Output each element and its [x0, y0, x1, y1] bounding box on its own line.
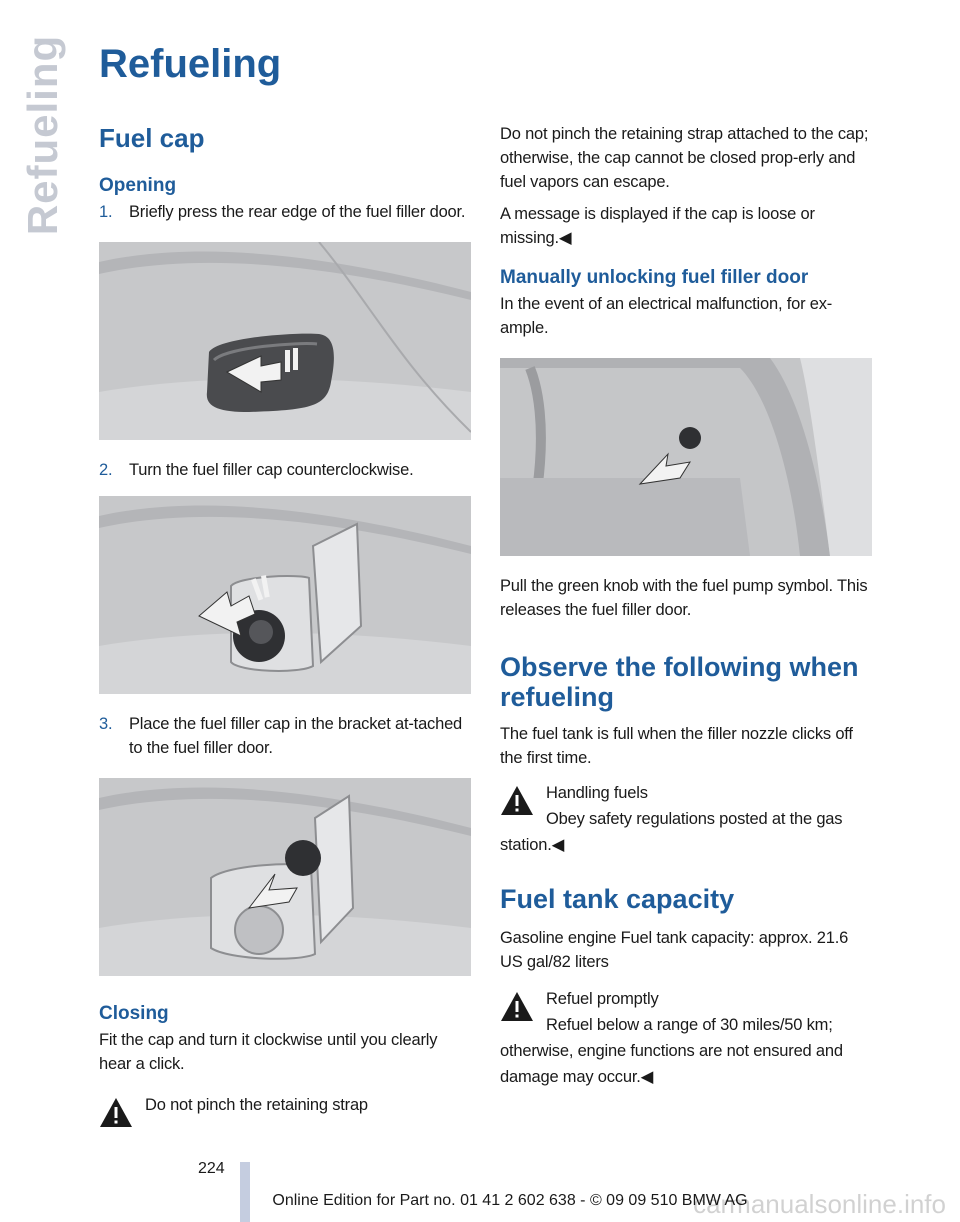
section-title-observe: Observe the following when refueling: [500, 652, 859, 712]
sidebar-chapter-tab: [19, 34, 66, 236]
manual-text: In the event of an electrical malfunction, for ex-ample.: [500, 295, 833, 337]
figure-press-filler-door: [99, 242, 471, 440]
warning-refuel-promptly: [500, 986, 874, 1090]
step-text: Place the fuel filler cap in the bracket at-tached to the fuel filler door.: [129, 715, 463, 757]
right-column: [500, 122, 874, 1090]
message-text: A message is displayed if the cap is loose or missing.◀: [500, 205, 815, 247]
capacity-text: Gasoline engine Fuel tank capacity: approx. 21.6 US gal/82 liters: [500, 929, 849, 971]
closing-text: Fit the cap and turn it clockwise until you clearly hear a click.: [99, 1031, 438, 1073]
left-column: [99, 122, 473, 1144]
step-1: [99, 200, 473, 224]
warning-title: Handling fuels: [546, 784, 648, 802]
footer-edition: Online Edition for Part no. 01 41 2 602 638 - © 09 09 510 BMW AG: [272, 1192, 748, 1209]
warning-title: Refuel promptly: [546, 990, 659, 1008]
section-title-fuel-cap: Fuel cap: [99, 123, 205, 153]
step-number: 3.: [99, 715, 113, 733]
warning-triangle-icon: [500, 784, 534, 818]
pull-knob-text: Pull the green knob with the fuel pump symbol. This releases the fuel filler door.: [500, 577, 868, 619]
step-2: [99, 458, 473, 482]
sidebar-chapter-label: Refueling: [19, 34, 66, 236]
step-3: [99, 712, 473, 760]
figure-turn-cap: [99, 496, 471, 694]
section-title-capacity: Fuel tank capacity: [500, 884, 735, 914]
subsection-title-opening: Opening: [99, 175, 177, 196]
figure-cap-in-bracket: [99, 778, 471, 976]
figure-green-knob: [500, 358, 872, 556]
warning-text: Refuel below a range of 30 miles/50 km; otherwise, engine functions are not ensured and damage may occur.◀: [500, 1016, 843, 1086]
warning-text: Do not pinch the retaining strap: [145, 1096, 368, 1114]
warning-triangle-icon: [99, 1096, 133, 1130]
warning-retaining-strap: [99, 1092, 473, 1144]
warning-handling-fuels: [500, 780, 874, 858]
subsection-title-closing: Closing: [99, 1003, 169, 1024]
step-number: 1.: [99, 203, 113, 221]
warning-triangle-icon: [500, 990, 534, 1024]
page-number: 224: [198, 1160, 225, 1177]
strap-text: Do not pinch the retaining strap attached to the cap; otherwise, the cap cannot be closed prop-erly and fuel vapors can escape.: [500, 125, 869, 191]
subsection-title-manual-unlock: Manually unlocking fuel filler door: [500, 267, 809, 288]
step-number: 2.: [99, 461, 113, 479]
observe-text: The fuel tank is full when the filler nozzle clicks off the first time.: [500, 725, 853, 767]
watermark: carmanualsonline.info: [693, 1189, 946, 1219]
page-title: Refueling: [99, 42, 282, 86]
step-text: Turn the fuel filler cap counterclockwise.: [129, 461, 414, 479]
step-text: Briefly press the rear edge of the fuel filler door.: [129, 203, 466, 221]
warning-text: Obey safety regulations posted at the gas station.◀: [500, 810, 843, 854]
